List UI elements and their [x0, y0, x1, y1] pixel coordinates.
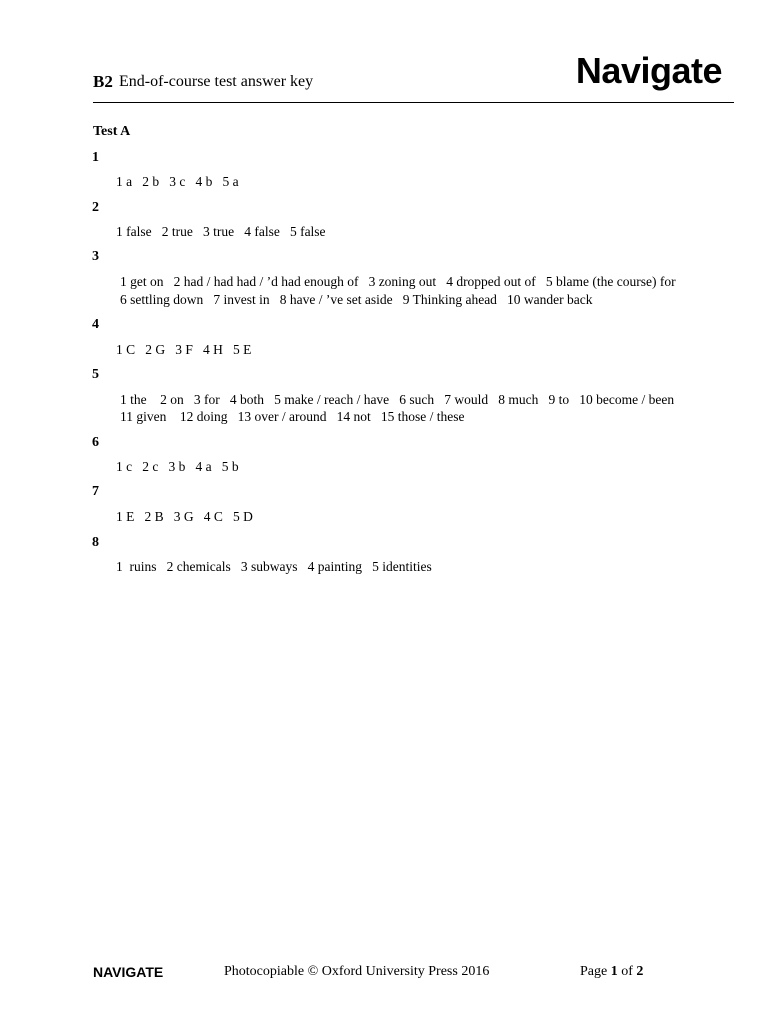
question-6-answers: 1 c 2 c 3 b 4 a 5 b — [116, 459, 239, 474]
question-2-number: 2 — [92, 200, 99, 215]
question-3-number: 3 — [92, 249, 99, 264]
question-5-number: 5 — [92, 367, 99, 382]
brand-logo: Navigate — [575, 50, 722, 91]
question-1-answers: 1 a 2 b 3 c 4 b 5 a — [116, 174, 239, 189]
test-label: Test A — [93, 124, 131, 139]
page-of: of — [617, 964, 637, 979]
page-title: End-of-course test answer key — [119, 73, 314, 90]
question-1-number: 1 — [92, 150, 99, 165]
question-8-answers: 1 ruins 2 chemicals 3 subways 4 painting 5 identities — [116, 559, 432, 574]
question-7-answers: 1 E 2 B 3 G 4 C 5 D — [116, 509, 253, 524]
page-total: 2 — [636, 964, 644, 979]
page-prefix: Page — [580, 964, 611, 979]
footer-copyright: Photocopiable © Oxford University Press 2016 — [224, 964, 490, 979]
page-indicator — [580, 964, 643, 980]
question-3-answers-line-2: 6 settling down 7 invest in 8 have / ’ve set aside 9 Thinking ahead 10 wander back — [120, 292, 593, 307]
question-4-number: 4 — [92, 317, 99, 332]
question-3-answers-line-1: 1 get on 2 had / had had / ’d had enough of 3 zoning out 4 dropped out of 5 blame (the course) for — [120, 274, 676, 289]
question-7-number: 7 — [92, 484, 99, 499]
question-5-answers-line-2: 11 given 12 doing 13 over / around 14 not 15 those / these — [120, 409, 465, 424]
question-6-number: 6 — [92, 435, 99, 450]
footer-brand: NAVIGATE — [93, 964, 164, 980]
question-5-answers-line-1: 1 the 2 on 3 for 4 both 5 make / reach / have 6 such 7 would 8 much 9 to 10 become / been — [120, 392, 675, 407]
header-level: B2 — [93, 72, 113, 91]
page-current: 1 — [610, 964, 618, 979]
question-8-number: 8 — [92, 535, 99, 550]
question-4-answers: 1 C 2 G 3 F 4 H 5 E — [116, 342, 252, 357]
header-divider — [93, 102, 734, 103]
question-2-answers: 1 false 2 true 3 true 4 false 5 false — [116, 224, 326, 239]
